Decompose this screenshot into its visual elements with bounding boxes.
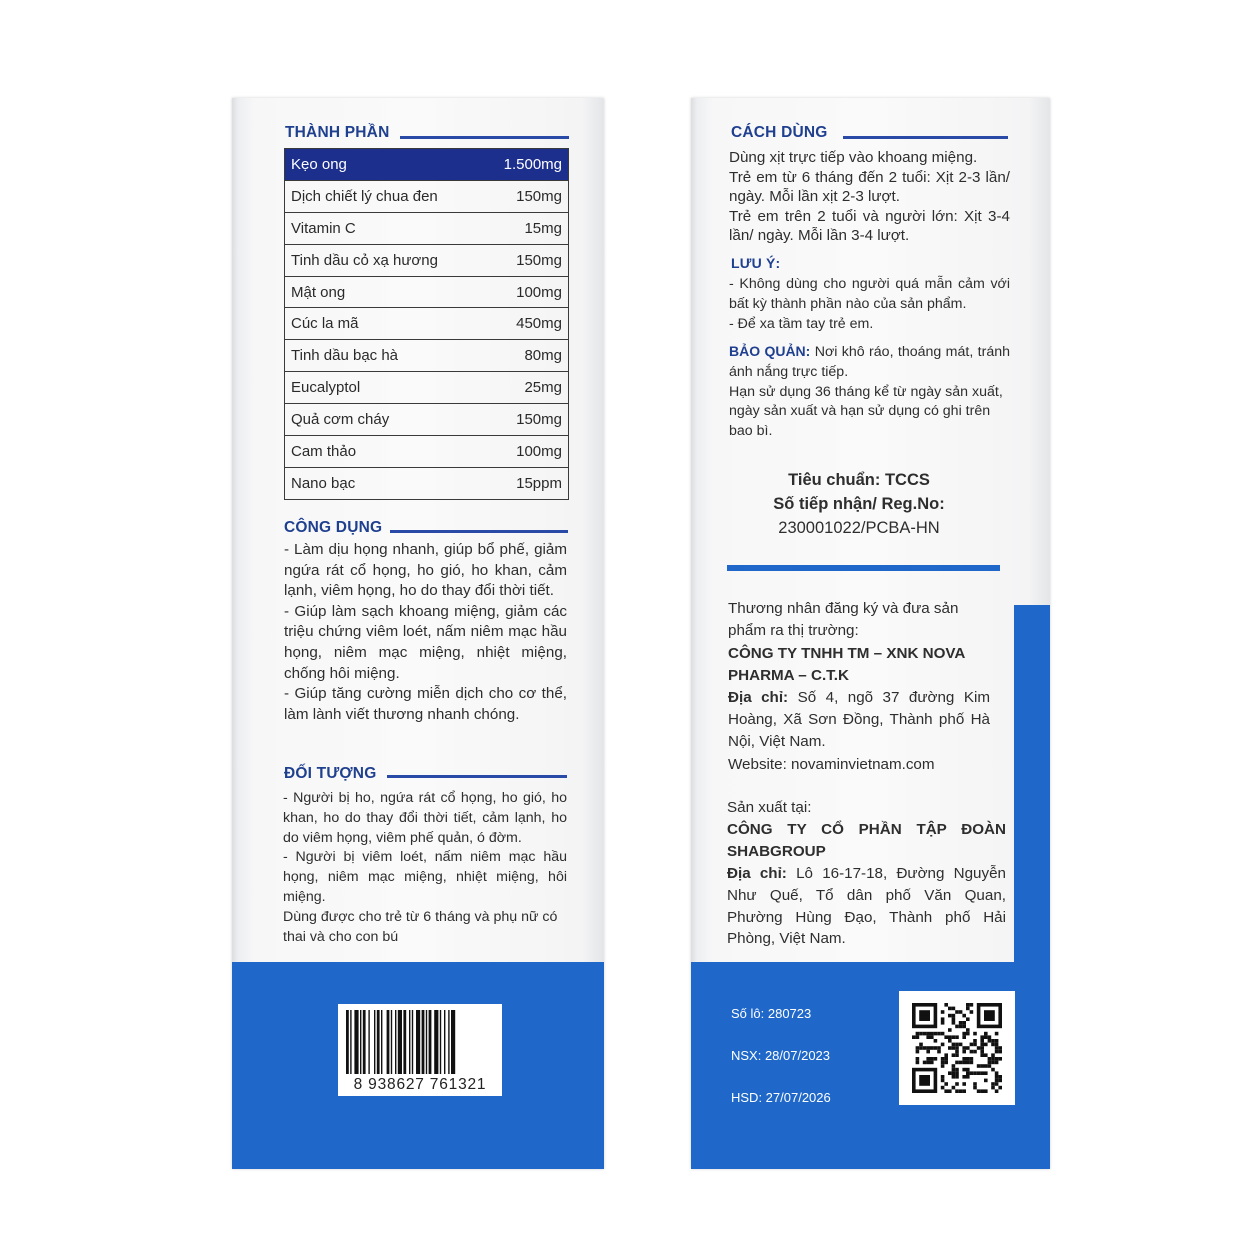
storage-text	[729, 342, 1010, 442]
website-text: Website: novaminvietnam.com	[728, 756, 935, 773]
ingredient-row	[285, 149, 569, 181]
reg-number: 230001022/PCBA-HN	[778, 519, 940, 537]
storage-line: Nơi khô ráo, thoáng mát, tránh ánh nắng trực tiếp.	[729, 344, 1010, 380]
notes-line: - Không dùng cho người quá mẫn cảm với bất kỳ thành phần nào của sản phẩm.	[729, 276, 1010, 312]
ingredient-name: Cam thảo	[285, 436, 485, 468]
ingredient-row	[285, 212, 569, 244]
ingredient-amount: 100mg	[484, 436, 568, 468]
lot-number: Số lô: 280723	[731, 1006, 812, 1021]
manufacturer-intro: Sản xuất tại:	[727, 799, 812, 816]
uses-line: - Giúp làm sạch khoang miệng, giảm các triệu chứng viêm loét, nấm niêm mạc hầu họng, niêm mạc miệng, nhiệt miệng, chống hôi miệng.	[284, 602, 567, 682]
ingredient-row	[285, 372, 569, 404]
ingredient-row	[285, 244, 569, 276]
distributor-name: CÔNG TY TNHH TM – XNK NOVA PHARMA – C.T.K	[728, 645, 965, 684]
barcode-number: 8 938627 761321	[353, 1076, 487, 1093]
ingredient-row	[285, 404, 569, 436]
ingredient-name: Mật ong	[285, 276, 485, 308]
ingredient-amount: 15mg	[484, 212, 568, 244]
heading-underline	[390, 530, 568, 533]
usage-heading: CÁCH DÙNG	[731, 124, 828, 141]
ingredient-amount: 25mg	[484, 372, 568, 404]
distributor-address	[728, 687, 990, 752]
usage-text	[729, 148, 1010, 246]
blue-band	[232, 962, 604, 1169]
address-text: Số 4, ngõ 37 đường Kim Hoàng, Xã Sơn Đồng, Thành phố Hà Nội, Việt Nam.	[728, 689, 990, 750]
ingredient-amount: 150mg	[484, 244, 568, 276]
ingredient-name: Kẹo ong	[285, 149, 485, 181]
divider-bar	[727, 565, 1000, 571]
address-label: Địa chỉ:	[728, 689, 789, 706]
right-box-side	[691, 98, 1050, 1169]
ingredient-row	[285, 340, 569, 372]
notes-heading: LƯU Ý:	[731, 255, 781, 271]
blue-side-strip	[1014, 605, 1050, 962]
qr-code-icon	[899, 991, 1015, 1105]
shelf-life-line: Hạn sử dụng 36 tháng kể từ ngày sản xuất, ngày sản xuất và hạn sử dụng có ghi trên bao bì.	[729, 383, 1003, 440]
qr-code	[899, 991, 1015, 1105]
ingredients-table	[284, 148, 569, 500]
address-label: Địa chỉ:	[727, 865, 787, 882]
reg-label: Số tiếp nhận/ Reg.No:	[773, 495, 945, 513]
expiry-date: HSD: 27/07/2026	[731, 1090, 831, 1105]
ingredient-name: Cúc la mã	[285, 308, 485, 340]
ingredient-name: Tinh dầu bạc hà	[285, 340, 485, 372]
ingredient-name: Tinh dầu cỏ xạ hương	[285, 244, 485, 276]
manufacturer-name: CÔNG TY CỔ PHẦN TẬP ĐOÀN SHABGROUP	[727, 821, 1006, 860]
barcode	[338, 1004, 502, 1096]
heading-underline	[843, 136, 1008, 139]
notes-text	[729, 275, 1010, 334]
standard-label: Tiêu chuẩn: TCCS	[788, 471, 930, 489]
ingredients-heading: THÀNH PHẦN	[285, 124, 390, 141]
address-text: Lô 16-17-18, Đường Nguyễn Như Quế, Tổ dân phố Văn Quan, Phường Hùng Đạo, Thành phố Hải Phòng, Việt Nam.	[727, 865, 1006, 948]
ingredient-name: Vitamin C	[285, 212, 485, 244]
uses-line: - Làm dịu họng nhanh, giúp bổ phế, giảm ngứa rát cổ họng, ho gió, ho khan, cảm lạnh, viêm họng, ho do thay đổi thời tiết.	[284, 541, 567, 600]
ingredient-amount: 450mg	[484, 308, 568, 340]
heading-underline	[400, 136, 569, 139]
uses-text	[284, 540, 567, 725]
left-box-side	[232, 98, 604, 1169]
manufacturer-address	[727, 863, 1006, 950]
ingredient-name: Eucalyptol	[285, 372, 485, 404]
uses-heading: CÔNG DỤNG	[284, 519, 383, 536]
ingredient-row	[285, 276, 569, 308]
ingredient-row	[285, 467, 569, 499]
ingredient-amount: 15ppm	[484, 467, 568, 499]
storage-heading: BẢO QUẢN:	[729, 343, 811, 359]
distributor-intro: Thương nhân đăng ký và đưa sản phẩm ra thị trường:	[728, 600, 959, 639]
ingredient-amount: 80mg	[484, 340, 568, 372]
ingredient-amount: 150mg	[484, 404, 568, 436]
ingredient-name: Dịch chiết lý chua đen	[285, 180, 485, 212]
ingredient-amount: 100mg	[484, 276, 568, 308]
manufacture-date: NSX: 28/07/2023	[731, 1048, 831, 1063]
usage-line: Trẻ em từ 6 tháng đến 2 tuổi: Xịt 2-3 lần/ ngày. Mỗi lần xịt 2-3 lượt.	[729, 168, 1010, 206]
target-line: Dùng được cho trẻ từ 6 tháng và phụ nữ có thai và cho con bú	[283, 908, 558, 945]
target-line: - Người bị ho, ngứa rát cổ họng, ho gió, ho khan, ho do thay đổi thời tiết, cảm lạnh, ho do viêm họng, viêm phế quản, ó đờm.	[283, 790, 567, 846]
notes-line: - Để xa tầm tay trẻ em.	[729, 315, 874, 332]
ingredient-row	[285, 308, 569, 340]
ingredient-amount: 150mg	[484, 180, 568, 212]
usage-line: Dùng xịt trực tiếp vào khoang miệng.	[729, 149, 978, 166]
blue-band	[691, 962, 1050, 1169]
target-line: - Người bị viêm loét, nấm niêm mạc hầu họng, niêm mạc miệng, nhiệt miệng, hôi miệng.	[283, 849, 567, 905]
heading-underline	[387, 775, 567, 778]
ingredient-name: Nano bạc	[285, 467, 485, 499]
usage-line: Trẻ em trên 2 tuổi và người lớn: Xịt 3-4 lần/ ngày. Mỗi lần 3-4 lượt.	[729, 207, 1010, 245]
uses-line: - Giúp tăng cường miễn dịch cho cơ thể, làm lành viết thương nhanh chóng.	[284, 685, 567, 723]
ingredient-row	[285, 436, 569, 468]
target-heading: ĐỐI TƯỢNG	[284, 765, 377, 782]
ingredient-amount: 1.500mg	[484, 149, 568, 181]
ingredient-row	[285, 180, 569, 212]
ingredient-name: Quả cơm cháy	[285, 404, 485, 436]
target-text	[283, 789, 567, 947]
